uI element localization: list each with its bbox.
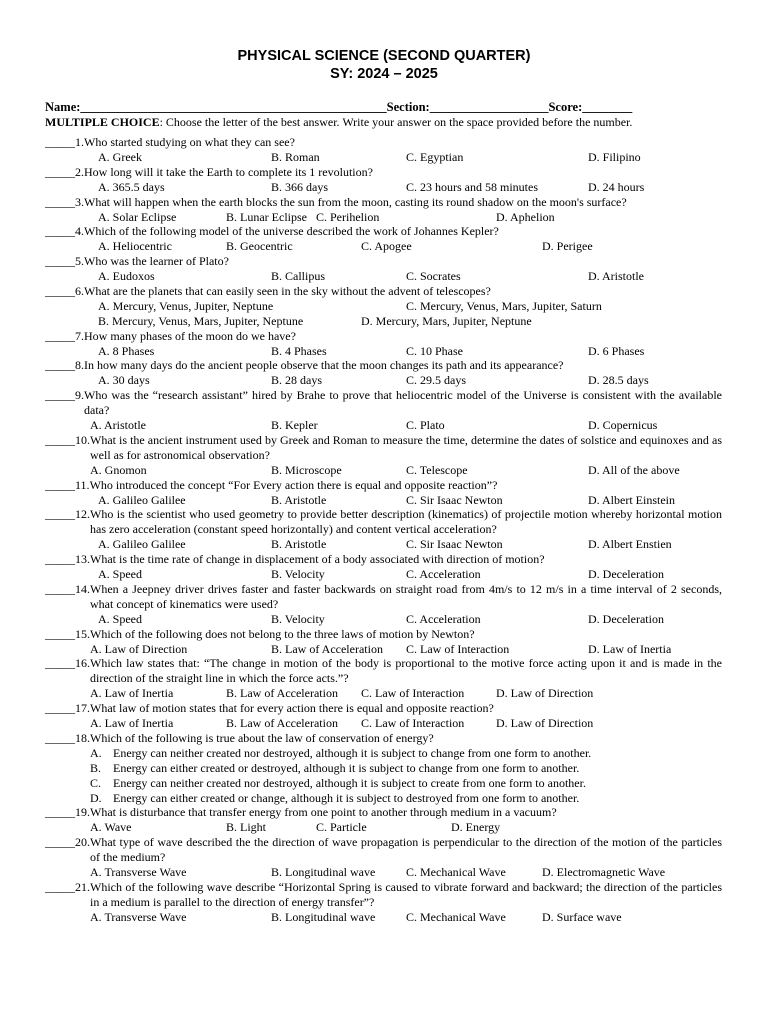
question-1 [45,135,722,165]
answer-option [90,746,722,761]
answer-blank[interactable]: _____19. [45,805,90,820]
answer-option: C. Law of Interaction [361,716,465,731]
answer-option: C. Sir Isaac Newton [406,492,503,507]
question-stem [45,805,722,820]
question-text: How many phases of the moon do we have? [84,328,296,343]
option-row [45,314,722,329]
answer-option: C. Mercury, Venus, Mars, Jupiter, Saturn [406,298,602,313]
option-row [45,493,722,508]
question-text: In how many days do the ancient people observe that the moon changes its path and its appearance? [84,358,564,373]
answer-option: A. 30 days [98,373,150,388]
question-text: Which of the following model of the universe described the work of Johannes Kepler? [84,224,499,239]
answer-option: D. Energy [451,820,501,835]
answer-option: A. 365.5 days [98,179,165,194]
option-letter: D. [90,790,102,805]
answer-option: B. 4 Phases [271,343,327,358]
question-stem [45,254,722,269]
question-stem [45,433,722,463]
answer-option: D. Copernicus [588,418,658,433]
option-row [45,463,722,478]
answer-option: C. Acceleration [406,611,481,626]
answer-option: B. Callipus [271,269,326,284]
answer-blank[interactable]: _____9. [45,388,84,403]
question-stem [45,135,722,150]
answer-option: C. 29.5 days [406,373,466,388]
question-stem [45,582,722,612]
answer-option: C. 23 hours and 58 minutes [406,179,538,194]
instructions [45,115,725,130]
question-9 [45,388,722,433]
answer-option: B. Mercury, Venus, Mars, Jupiter, Neptune [98,313,304,328]
answer-option: C. Perihelion [316,209,380,224]
option-row [45,642,722,657]
question-stem [45,284,722,299]
answer-blank[interactable]: _____10. [45,432,90,447]
answer-option [90,791,722,806]
answer-option: D. 6 Phases [588,343,645,358]
question-stem [45,656,722,686]
answer-option: B. Lunar Eclipse [226,209,307,224]
answer-option: D. Law of Direction [496,686,594,701]
answer-option: A. Transverse Wave [90,909,187,924]
question-text: What is the time rate of change in displacement of a body associated with direction of motion? [90,552,545,567]
question-text: Which of the following wave describe “Horizontal Spring is caused to vibrate forward and backward; the direction of the particles in a medium is parallel to the direction of energy transfer”? [90,879,722,909]
answer-option [90,761,722,776]
answer-option: A. 8 Phases [98,343,155,358]
question-text: Who is the scientist who used geometry to provide better description (kinematics) of projectile motion whereby horizontal motion has zero acceleration (constant speed horizontally) and content vertical acceleration? [90,507,722,537]
answer-blank[interactable]: _____21. [45,879,90,894]
question-stem [45,329,722,344]
school-year: SY: 2024 – 2025 [330,66,438,82]
option-row [45,537,722,552]
answer-option: A. Transverse Wave [90,865,187,880]
answer-option [90,776,722,791]
answer-option: B. Law of Acceleration [226,686,338,701]
answer-option: A. Speed [98,567,142,582]
question-text: Who introduced the concept “For Every action there is equal and opposite reaction”? [89,477,498,492]
question-7 [45,329,722,359]
question-2 [45,165,722,195]
answer-option: B. Light [226,820,267,835]
answer-option: C. 10 Phase [406,343,463,358]
option-row [45,612,722,627]
answer-option: D. All of the above [588,462,680,477]
question-stem [45,388,722,418]
answer-blank[interactable]: _____18. [45,730,90,745]
answer-option: D. Albert Einstein [588,492,675,507]
answer-blank[interactable]: _____14. [45,581,90,596]
answer-option: D. Surface wave [542,909,622,924]
question-10 [45,433,722,478]
answer-blank[interactable]: _____3. [45,194,84,209]
answer-option: B. Velocity [271,567,325,582]
answer-option: D. Aristotle [588,269,644,284]
answer-option: A. Law of Inertia [90,686,174,701]
answer-option: A. Law of Inertia [90,716,174,731]
question-20 [45,835,722,880]
answer-option: A. Eudoxos [98,269,155,284]
answer-option: C. Socrates [406,269,461,284]
option-row [45,210,722,225]
answer-option: A. Solar Eclipse [98,209,177,224]
answer-option: A. Law of Direction [90,641,188,656]
option-text: Energy can neither created nor destroyed, although it is subject to change from one form to another. [113,745,592,760]
answer-option: A. Galileo Galilee [98,492,186,507]
answer-blank[interactable]: _____16. [45,656,90,671]
question-text: What will happen when the earth blocks the sun from the moon, casting its round shadow on the moon's surface? [84,194,627,209]
question-8 [45,358,722,388]
option-text: Energy can neither created nor destroyed, although it is subject to create from one form to another. [113,775,586,790]
option-text: Energy can either created or destroyed, although it is subject to change from one form to another. [113,760,580,775]
question-17 [45,701,722,731]
answer-option: A. Gnomon [90,462,147,477]
question-3 [45,195,722,225]
question-stem [45,165,722,180]
option-row [45,820,722,835]
question-text: Who started studying on what they can see? [84,135,295,149]
name-section-score-line[interactable]: Name:_________________________________________________Section:___________________Score:________ [45,100,633,114]
question-stem [45,731,722,746]
option-row [45,150,722,165]
answer-blank[interactable]: _____1. [45,135,84,149]
answer-option: D. Law of Inertia [588,641,672,656]
instruction-text: : Choose the letter of the best answer. Write your answer on the space provided before the number. [159,115,633,129]
answer-option: B. Geocentric [226,239,293,254]
question-text: Which of the following does not belong to the three laws of motion by Newton? [90,626,475,641]
question-stem [45,195,722,210]
answer-option: B. Roman [271,149,320,164]
answer-option: D. Deceleration [588,567,664,582]
question-11 [45,478,722,508]
answer-option: B. Aristotle [271,537,327,552]
question-text: Who was the learner of Plato? [84,254,229,269]
question-text: What is the ancient instrument used by Greek and Roman to measure the time, determine the dates of solstice and equinoxes and as well as for astronomical observation? [90,432,722,462]
answer-blank[interactable]: _____11. [45,477,90,492]
answer-option: B. 28 days [271,373,322,388]
question-4 [45,224,722,254]
question-stem [45,552,722,567]
answer-option: D. 28.5 days [588,373,649,388]
answer-blank[interactable]: _____6. [45,283,84,298]
option-row [45,269,722,284]
answer-option: A. Heliocentric [98,239,172,254]
question-16 [45,656,722,701]
answer-option: B. Longitudinal wave [271,909,376,924]
option-row [45,418,722,433]
option-row [45,865,722,880]
answer-option: D. Albert Enstien [588,537,672,552]
answer-option: C. Plato [406,418,445,433]
answer-option: D. Mercury, Mars, Jupiter, Neptune [361,313,532,328]
question-stem [45,627,722,642]
answer-option: C. Particle [316,820,367,835]
option-letter: B. [90,760,102,775]
answer-option: B. 366 days [271,179,328,194]
question-text: What type of wave described the the direction of wave propagation is perpendicular to the direction of the motion of the particles of the medium? [90,835,722,865]
question-text: What law of motion states that for every action there is equal and opposite reaction? [90,701,494,716]
question-stem [45,358,722,373]
answer-option: C. Egyptian [406,149,464,164]
answer-option: B. Law of Acceleration [271,641,383,656]
question-6 [45,284,722,329]
answer-option: C. Mechanical Wave [406,865,506,880]
answer-option: C. Mechanical Wave [406,909,506,924]
option-row [45,373,722,388]
answer-option: A. Speed [98,611,142,626]
answer-option: C. Law of Interaction [406,641,510,656]
answer-option: D. Perigee [542,239,593,254]
question-text: When a Jeepney driver drives faster and faster backwards on straight road from 4m/s to 12 m/s in a time interval of 2 seconds, what concept of kinematics were used? [90,581,722,611]
question-5 [45,254,722,284]
option-row [45,239,722,254]
option-list [90,746,722,806]
exam-title: PHYSICAL SCIENCE (SECOND QUARTER) [237,48,531,64]
answer-option: B. Law of Acceleration [226,716,338,731]
option-text: Energy can either created or change, although it is subject to destroyed from one form to another. [113,790,580,805]
question-list [45,135,722,925]
answer-option: D. Filipino [588,149,641,164]
option-row [45,567,722,582]
answer-option: A. Wave [90,820,132,835]
option-row [45,910,722,925]
answer-option: A. Galileo Galilee [98,537,186,552]
question-text: Who was the “research assistant” hired by Brahe to prove that heliocentric model of the Universe is consistent with the available data? [84,388,722,418]
option-row [45,344,722,359]
answer-option: D. 24 hours [588,179,645,194]
answer-blank[interactable]: _____2. [45,164,84,179]
answer-blank[interactable]: _____4. [45,224,84,239]
answer-blank[interactable]: _____5. [45,254,84,269]
instruction-label: MULTIPLE CHOICE [45,115,160,129]
option-row [45,180,722,195]
option-row [45,299,722,314]
answer-blank[interactable]: _____17. [45,701,90,716]
answer-option: B. Longitudinal wave [271,865,376,880]
question-text: What is disturbance that transfer energy from one point to another through medium in a vacuum? [90,805,557,820]
answer-option: D. Law of Direction [496,716,594,731]
answer-option: D. Aphelion [496,209,555,224]
answer-blank[interactable]: _____13. [45,552,90,567]
question-stem [45,478,722,493]
answer-option: D. Deceleration [588,611,664,626]
answer-option: C. Sir Isaac Newton [406,537,503,552]
question-text: Which law states that: “The change in motion of the body is proportional to the motive force acting upon it and is made in the direction of the straight line in which the force acts.”? [90,656,722,686]
answer-option: B. Microscope [271,462,342,477]
question-21 [45,880,722,925]
question-14 [45,582,722,627]
question-stem [45,835,722,865]
answer-option: B. Aristotle [271,492,327,507]
option-row [45,686,722,701]
question-19 [45,805,722,835]
question-stem [45,701,722,716]
option-letter: A. [90,745,102,760]
answer-blank[interactable]: _____20. [45,835,90,850]
answer-option: A. Aristotle [90,418,146,433]
answer-option: D. Electromagnetic Wave [542,865,666,880]
question-15 [45,627,722,657]
answer-option: C. Acceleration [406,567,481,582]
answer-option: C. Apogee [361,239,412,254]
question-text: What are the planets that can easily seen in the sky without the advent of telescopes? [84,283,491,298]
question-stem [45,880,722,910]
answer-option: B. Velocity [271,611,325,626]
option-letter: C. [90,775,102,790]
question-text: Which of the following is true about the law of conservation of energy? [90,730,434,745]
answer-blank[interactable]: _____12. [45,507,90,522]
answer-option: C. Law of Interaction [361,686,465,701]
answer-option: A. Greek [98,149,142,164]
question-13 [45,552,722,582]
question-18 [45,731,722,805]
answer-option: B. Kepler [271,418,318,433]
question-stem [45,224,722,239]
answer-blank[interactable]: _____15. [45,626,90,641]
answer-option: C. Telescope [406,462,468,477]
question-stem [45,507,722,537]
answer-option: A. Mercury, Venus, Jupiter, Neptune [98,298,274,313]
question-text: How long will it take the Earth to complete its 1 revolution? [84,164,373,179]
answer-blank[interactable]: _____8. [45,358,84,373]
option-row [45,716,722,731]
answer-blank[interactable]: _____7. [45,328,84,343]
question-12 [45,507,722,552]
